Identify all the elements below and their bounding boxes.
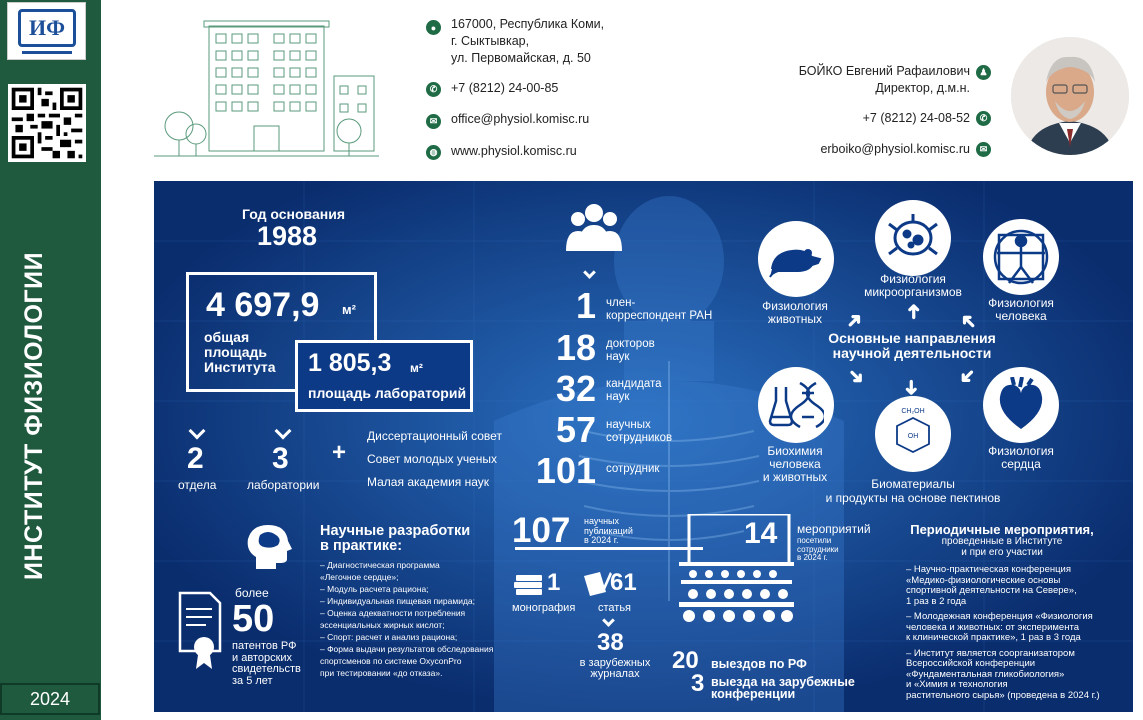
developments-item: – Модуль расчета рациона; <box>320 584 429 594</box>
departments-count: 2 <box>187 442 204 475</box>
people-group-icon <box>564 199 624 259</box>
monograph-label: монография <box>512 602 576 614</box>
patents-label3: свидетельств <box>232 663 301 675</box>
direction-biochem2: человека <box>769 457 821 471</box>
patents-label1: патентов РФ <box>232 640 297 652</box>
periodic-item: человека и животных: от эксперимента <box>906 621 1079 633</box>
direction-animals1: Физиология <box>762 299 828 313</box>
area-total-unit: м² <box>342 302 356 317</box>
staff-number: 32 <box>555 368 596 409</box>
events-sub2: сотрудники <box>797 544 839 554</box>
person-icon: ♟ <box>976 65 991 80</box>
address-line1: 167000, Республика Коми, <box>451 17 605 31</box>
sugar-label: CH₂OH <box>901 408 925 415</box>
articles-label: статья <box>598 602 632 614</box>
developments-item: «Легочное сердце»; <box>320 572 399 582</box>
staff-number: 101 <box>535 450 596 491</box>
labs-label: лаборатории <box>247 478 320 492</box>
periodic-title <box>904 523 1100 558</box>
patents-more: более <box>235 586 269 600</box>
periodic-item: «Медико-физиологические основы <box>906 574 1061 586</box>
direction-biomat1: Биоматериалы <box>871 477 955 491</box>
periodic-item: растительного сырья» (проведена в 2024 г.) <box>906 689 1100 701</box>
direction-micro1: Физиология <box>880 272 946 286</box>
institute-logo <box>7 2 86 60</box>
area-lab-value: 1 805,3 <box>308 349 392 377</box>
publications-count: 107 <box>512 511 571 550</box>
books-icon <box>514 573 544 597</box>
email-icon: ✉ <box>426 114 441 129</box>
direction-heart2: сердца <box>1001 457 1041 471</box>
periodic-list <box>906 565 1100 701</box>
conf-label <box>711 676 855 700</box>
director-phone[interactable]: +7 (8212) 24-08-52 <box>862 111 970 125</box>
staff-number: 18 <box>555 327 596 368</box>
direction-heart <box>976 445 1066 471</box>
patents-label2: и авторских <box>232 651 293 664</box>
direction-human <box>976 297 1066 323</box>
publications-label1: научных <box>584 516 620 526</box>
director-position: Директор, д.м.н. <box>875 81 970 95</box>
foreign-label1: в зарубежных <box>579 657 651 669</box>
developments-item: – Индивидуальная пищевая пирамида; <box>320 596 476 606</box>
director-photo <box>1011 37 1129 155</box>
periodic-item: – Институт является соорганизатором <box>906 647 1075 659</box>
events-label: мероприятий <box>797 522 871 536</box>
periodic-item: Всероссийской конференции <box>906 658 1036 669</box>
conf-label1: выезда на зарубежные <box>711 675 855 689</box>
developments-title <box>320 524 470 554</box>
developments-title1: Научные разработки <box>320 523 471 539</box>
direction-biochem1: Биохимия <box>767 444 823 458</box>
area-total-value: 4 697,9 <box>206 286 320 324</box>
publications-label3: в 2024 г. <box>584 535 619 545</box>
council-item: Малая академия наук <box>367 475 490 489</box>
glucose-molecule-icon <box>875 396 951 472</box>
foreign-count: 38 <box>597 629 624 656</box>
patents-count: 50 <box>232 598 275 640</box>
infographic-panel <box>154 181 1133 712</box>
periodic-title3: и при его участии <box>961 547 1043 558</box>
direction-biomat2: и продукты на основе пектинов <box>825 491 1001 505</box>
arrow-icon: ➜ <box>899 379 922 396</box>
email-link[interactable]: office@physiol.komisc.ru <box>451 112 590 126</box>
year-badge: 2024 <box>0 683 100 715</box>
periodic-title2: проведенные в Институте <box>941 536 1063 547</box>
direction-micro2: микроорганизмов <box>864 285 962 299</box>
periodic-item: спортивной деятельности на Севере», <box>906 585 1077 596</box>
direction-human1: Физиология <box>988 296 1054 310</box>
foreign-label <box>575 658 655 680</box>
council-item: Диссертационный совет <box>367 429 502 443</box>
certificate-icon <box>176 591 226 671</box>
trips-label: выездов по РФ <box>711 657 807 671</box>
globe-icon: ◍ <box>426 145 441 160</box>
phone-icon: ✆ <box>426 82 441 97</box>
founding-year: 1988 <box>257 221 318 251</box>
rat-icon <box>758 221 834 297</box>
website-link[interactable]: www.physiol.komisc.ru <box>451 144 577 158</box>
arrow-icon: ➜ <box>902 303 925 320</box>
developments-item: – Оценка адекватности потребления <box>320 608 466 618</box>
staff-label1: докторов <box>606 338 655 350</box>
direction-human2: человека <box>995 309 1047 323</box>
location-icon: ● <box>426 20 441 35</box>
sidebar-title: ИНСТИТУТ ФИЗИОЛОГИИ <box>20 251 48 580</box>
qr-code-icon[interactable] <box>8 84 86 162</box>
trips-count: 20 <box>672 647 699 674</box>
building-illustration <box>154 6 379 161</box>
conf-label2: конференции <box>711 687 796 701</box>
developments-item: спортсменов по системе OxyconPro <box>320 656 462 666</box>
labs-count: 3 <box>272 442 289 475</box>
staff-number: 57 <box>555 409 596 450</box>
direction-heart1: Физиология <box>988 444 1054 458</box>
developments-list <box>320 559 493 679</box>
publications-label <box>584 517 633 546</box>
document-pen-icon <box>582 570 612 598</box>
vitruvian-man-icon <box>983 219 1059 295</box>
area-lab-unit: м² <box>410 361 423 375</box>
address-line3: ул. Первомайская, д. 50 <box>451 51 591 65</box>
periodic-item: 1 раз в 2 года <box>906 595 967 607</box>
staff-label2: наук <box>606 391 630 403</box>
staff-label <box>606 297 712 323</box>
address-line2: г. Сыктывкар, <box>451 34 530 48</box>
staff-label1: кандидата <box>606 378 662 390</box>
departments-label: отдела <box>178 478 217 492</box>
staff-label1: член- <box>606 297 636 309</box>
direction-biochem3: и животных <box>762 470 828 484</box>
staff-label1: научных <box>606 419 651 431</box>
periodic-item: «Фундаментальная гликобиология» <box>906 668 1065 680</box>
publications-label2: публикаций <box>584 525 633 536</box>
area-total-label <box>204 330 276 375</box>
phone-text[interactable]: +7 (8212) 24-00-85 <box>451 81 559 95</box>
arrow-icon: ➜ <box>841 307 869 335</box>
staff-number: 1 <box>575 285 596 326</box>
director-email[interactable]: erboiko@physiol.komisc.ru <box>820 142 970 156</box>
staff-label2: корреспондент РАН <box>606 310 713 322</box>
patents-label <box>232 641 301 687</box>
staff-label <box>606 338 655 364</box>
developments-item: – Диагностическая программа <box>320 560 440 570</box>
staff-label: сотрудник <box>606 463 660 475</box>
staff-label2: сотрудников <box>606 432 673 444</box>
dna-flask-icon <box>758 367 834 443</box>
arrow-icon: ➜ <box>842 363 870 391</box>
developments-title2: в практике: <box>320 538 403 554</box>
direction-biomat <box>805 477 1021 505</box>
directions-center2: научной деятельности <box>832 345 992 361</box>
direction-animals2: животных <box>767 312 823 326</box>
events-sub1: посетили <box>797 536 832 545</box>
developments-item: эссенциальных жирных кислот; <box>320 620 445 630</box>
periodic-title1: Периодичные мероприятия, <box>910 522 1094 537</box>
logo-text: ИФ <box>18 9 76 47</box>
microorganism-icon <box>875 200 951 276</box>
director-name: БОЙКО Евгений Рафаилович <box>798 64 970 78</box>
patents-label4: за 5 лет <box>232 674 273 687</box>
direction-animals <box>749 300 841 326</box>
address <box>451 16 604 67</box>
events-count: 14 <box>744 517 778 550</box>
developments-item: при тестировании «до отказа». <box>320 668 443 678</box>
council-item: Совет молодых ученых <box>367 452 498 466</box>
periodic-item: и «Химия и технология <box>906 679 1008 690</box>
events-sublabel <box>797 537 839 563</box>
area-total-label1: общая <box>204 329 250 345</box>
staff-label2: наук <box>606 351 630 363</box>
conf-count: 3 <box>691 670 705 697</box>
brain-head-icon <box>242 521 294 573</box>
events-sub3: в 2024 г. <box>797 553 828 562</box>
arrow-icon: ➜ <box>955 307 983 335</box>
heart-icon <box>983 367 1059 443</box>
arrow-icon: ➜ <box>953 362 981 390</box>
staff-label <box>606 419 672 445</box>
directions-center1: Основные направления <box>828 330 996 346</box>
developments-item: – Спорт: расчет и анализ рациона; <box>320 632 458 642</box>
area-total-label3: Института <box>204 359 276 375</box>
phone-icon: ✆ <box>976 111 991 126</box>
directions-center <box>822 331 1002 361</box>
developments-item: – Форма выдачи результатов обследования <box>320 644 494 654</box>
direction-micro <box>850 273 976 299</box>
area-lab-label: площадь лабораторий <box>308 385 467 401</box>
foreign-label2: журналах <box>590 668 640 680</box>
area-total-label2: площадь <box>204 344 267 360</box>
svg-text:OH: OH <box>907 433 919 440</box>
periodic-item: – Молодежная конференция «Физиология <box>906 611 1093 622</box>
periodic-item: к клинической практике», 1 раз в 3 года <box>906 632 1081 643</box>
founding-label: Год основания <box>242 206 345 222</box>
plus-sign: + <box>332 439 347 466</box>
staff-label <box>606 378 662 404</box>
email-icon: ✉ <box>976 142 991 157</box>
monograph-count: 1 <box>547 569 561 596</box>
articles-count: 61 <box>610 569 637 596</box>
periodic-item: – Научно-практическая конференция <box>906 564 1071 575</box>
